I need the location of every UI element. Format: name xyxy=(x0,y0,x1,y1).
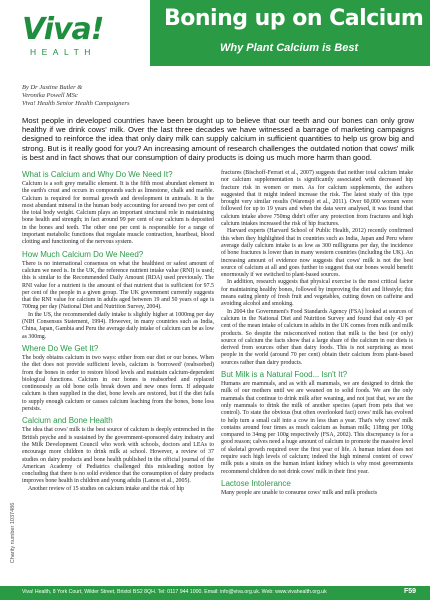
byline-authors: By Dr Justine Butler & xyxy=(22,84,83,91)
charity-number-text: Charity number 1037486 xyxy=(10,502,16,564)
section-heading-lactose-intolerance: Lactose Intolerance xyxy=(221,478,291,488)
section-heading-how-much-calcium: How Much Calcium Do We Need? xyxy=(22,249,144,259)
section-heading-where-do-we-get-it: Where Do We Get It? xyxy=(22,343,99,353)
paragraph: In addition, research suggests that physical exercise is the most critical factor for maintaining healthy bones, followed by improving the diet and lifestyle; this means eating plenty of fresh fruit and vegetables, cutting down on caffeine and avoiding alcohol and smoking. xyxy=(221,279,413,308)
page-number: F59 xyxy=(403,588,416,595)
byline xyxy=(22,84,222,108)
logo-subtitle: HEALTH xyxy=(30,47,96,57)
paragraph: Humans are mammals, and as with all mammals, we are designed to drink the milk of our mothers until we are weaned on to solid foods. We are the only mammals that continue to drink milk after weaning, and not just that, we are the only mammals to drink the milk of another species (apart from pets that we control). To state the obvious (but often overlooked fact) cows' milk has evolved to help turn a small calf into a cow in less than a year. That's why cows' milk contains around four times as much calcium as human milk; 118mg per 100g compared to 34mg per 100g respectively (FSA, 2002). This discrepancy is for a good reason; calves need a huge amount of calcium to promote the massive level of skeletal growth required over the first year of life. A human infant does not require such high levels of calcium; indeed the high mineral content of cows' milk puts a strain on the human infant kidney which is why most governments recommend children do not drink cows' milk in their first year. xyxy=(221,381,413,475)
paragraph: fractures (Bischoff-Ferrari et al., 2007) suggests that neither total calcium intake nor calcium supplementation is significantly associated with decreased hip fracture risk in women or men. As for calcium supplements, the authors suggested that it might indeed increase the risk. The latest study of this type brought very similar results (Warensjö et al., 2011). Over 60,000 women were followed for up to 19 years and when the data were analysed, it was found that calcium intake above 750mg didn't offer any protection from fractures and high calcium intakes increased the risk of hip fractures. xyxy=(221,170,413,228)
byline-coauthor: Veronika Powell MSc xyxy=(22,92,78,99)
right-column xyxy=(221,170,413,497)
intro-paragraph: Most people in developed countries have been brought up to believe that our teeth and our bones can only grow healthy if we drink cows' milk. Over the last three decades we have witnessed a barrage of marketing campaigns designed to reinforce the idea that only dairy milk can supply calcium in sufficient quantities to help us grow big and strong. But is it really good for you? An increasing amount of research challenges the outdated notion that cows' milk is best and in fact shows that our consumption of dairy products is doing us much more harm than good. xyxy=(22,116,414,162)
page-footer xyxy=(0,586,430,600)
section-heading-calcium-bone-health: Calcium and Bone Health xyxy=(22,416,113,426)
page-title: Boning up on Calcium xyxy=(164,6,424,31)
section-heading-what-is-calcium: What is Calcium and Why Do We Need It? xyxy=(22,170,173,179)
paragraph: Another review of 15 studies on calcium intake and the risk of hip xyxy=(28,485,185,492)
paragraph: The body obtains calcium in two ways: either from our diet or our bones. When the diet does not provide sufficient levels, calcium is 'borrowed' (reabsorbed) from the bones in order to restore blood levels and maintain calcium-dependent biological functions. Calcium in our bones is reabsorbed and replaced continuously as old bone cells break down and new ones form. If adequate calcium is then supplied in the diet, bone levels are restored, but if the diet fails to supply enough calcium or causes calcium leaching from the bones, bone loss persists. xyxy=(22,354,214,413)
title-banner xyxy=(150,0,430,66)
logo-wordmark: Viva! xyxy=(22,12,104,47)
left-column xyxy=(22,170,214,493)
page-subtitle: Why Plant Calcium is Best xyxy=(220,42,359,54)
paragraph: In the US, the recommended daily intake is slightly higher at 1000mg per day (NIH Consensus Statement, 1994). However, in many countries such as India, China, Japan, Gambia and Peru the average daily intake of calcium can be as low as 300mg. xyxy=(22,311,214,340)
section-heading-natural-food: But Milk is a Natural Food... Isn't It? xyxy=(221,370,348,380)
paragraph: Calcium is a soft grey metallic element. It is the fifth most abundant element in the earth's crust and occurs in compounds such as limestone, chalk and marble. Calcium is required for normal growth and development in animals. It is the most abundant mineral in the human body accounting for around two per cent of the total body weight. Calcium plays an important structural role in maintaining bone health and strength; in fact around 99 per cent of our calcium is deposited in the bones and teeth. The other one per cent is responsible for a range of important metabolic functions that regulate muscle contraction, heartbeat, blood clotting and functioning of the nervous system. xyxy=(22,181,214,246)
page-header xyxy=(0,0,430,84)
charity-number xyxy=(8,480,16,590)
paragraph: There is no international consensus on what the healthiest or safest amount of calcium we need is. In the UK, the reference nutrient intake value (RNI) is used; this is similar to the Recommended Daily Amount (RDA) used previously. The RNI value for a nutrient is the amount of that nutrient that is sufficient for 97.5 per cent of the people in a given group. The UK government currently suggests that the RNI value for calcium in adults aged between 19 and 50 years of age is 700mg per day (National Diet and Nutrition Survey, 2004). xyxy=(22,260,214,311)
viva-health-logo xyxy=(22,14,114,57)
footer-contact: Viva! Health, 8 York Court, Wilder Street, Bristol BS2 8QH. Tel: 0117 944 1000. Email: info@viva.org.uk. Web: www.vivahealth.org.uk xyxy=(22,589,327,595)
paragraph: In 2004 the Government's Food Standards Agency (FSA) looked at sources of calcium in the National Diet and Nutrition Survey and found that only 43 per cent of the mean intake of calcium in adults in the UK comes from milk and milk products. So despite the misconceived notion that milk is the best (or only) source of calcium the facts show that a large share of the calcium in our diets is derived from sources other than dairy foods. This is not surprising as most people in the world (around 70 per cent) obtain their calcium from plant-based sources rather than dairy products. xyxy=(221,308,413,366)
paragraph: The idea that cows' milk is the best source of calcium is deeply entrenched in the British psyche and is sustained by the government-sponsored dairy industry and the Milk Development Council who work with schools, doctors and LEAs to encourage more children to drink milk at school. However, a review of 37 studies on dairy products and bone health published in the official journal of the American Academy of Pediatrics challenged this misleading notion by concluding that there is no solid evidence that the consumption of dairy products improves bone health in children and young adults (Lanou et al., 2005). xyxy=(22,427,214,485)
byline-role: Viva! Health Senior Health Campaigners xyxy=(22,100,130,107)
paragraph: Many people are unable to consume cows' milk and milk products xyxy=(221,489,378,496)
paragraph: Harvard experts (Harvard School of Public Health, 2012) recently confirmed this when they highlighted that in countries such as India, Japan and Peru where average daily calcium intake is as low as 300 milligrams per day, the incidence of bone fractures is lower than in many western countries (including the UK). An increasing amount of evidence now suggests that cows' milk is not the best source of calcium at all and goes further to suggest that our bones would benefit enormously if we switched to plant-based sources. xyxy=(221,228,413,279)
